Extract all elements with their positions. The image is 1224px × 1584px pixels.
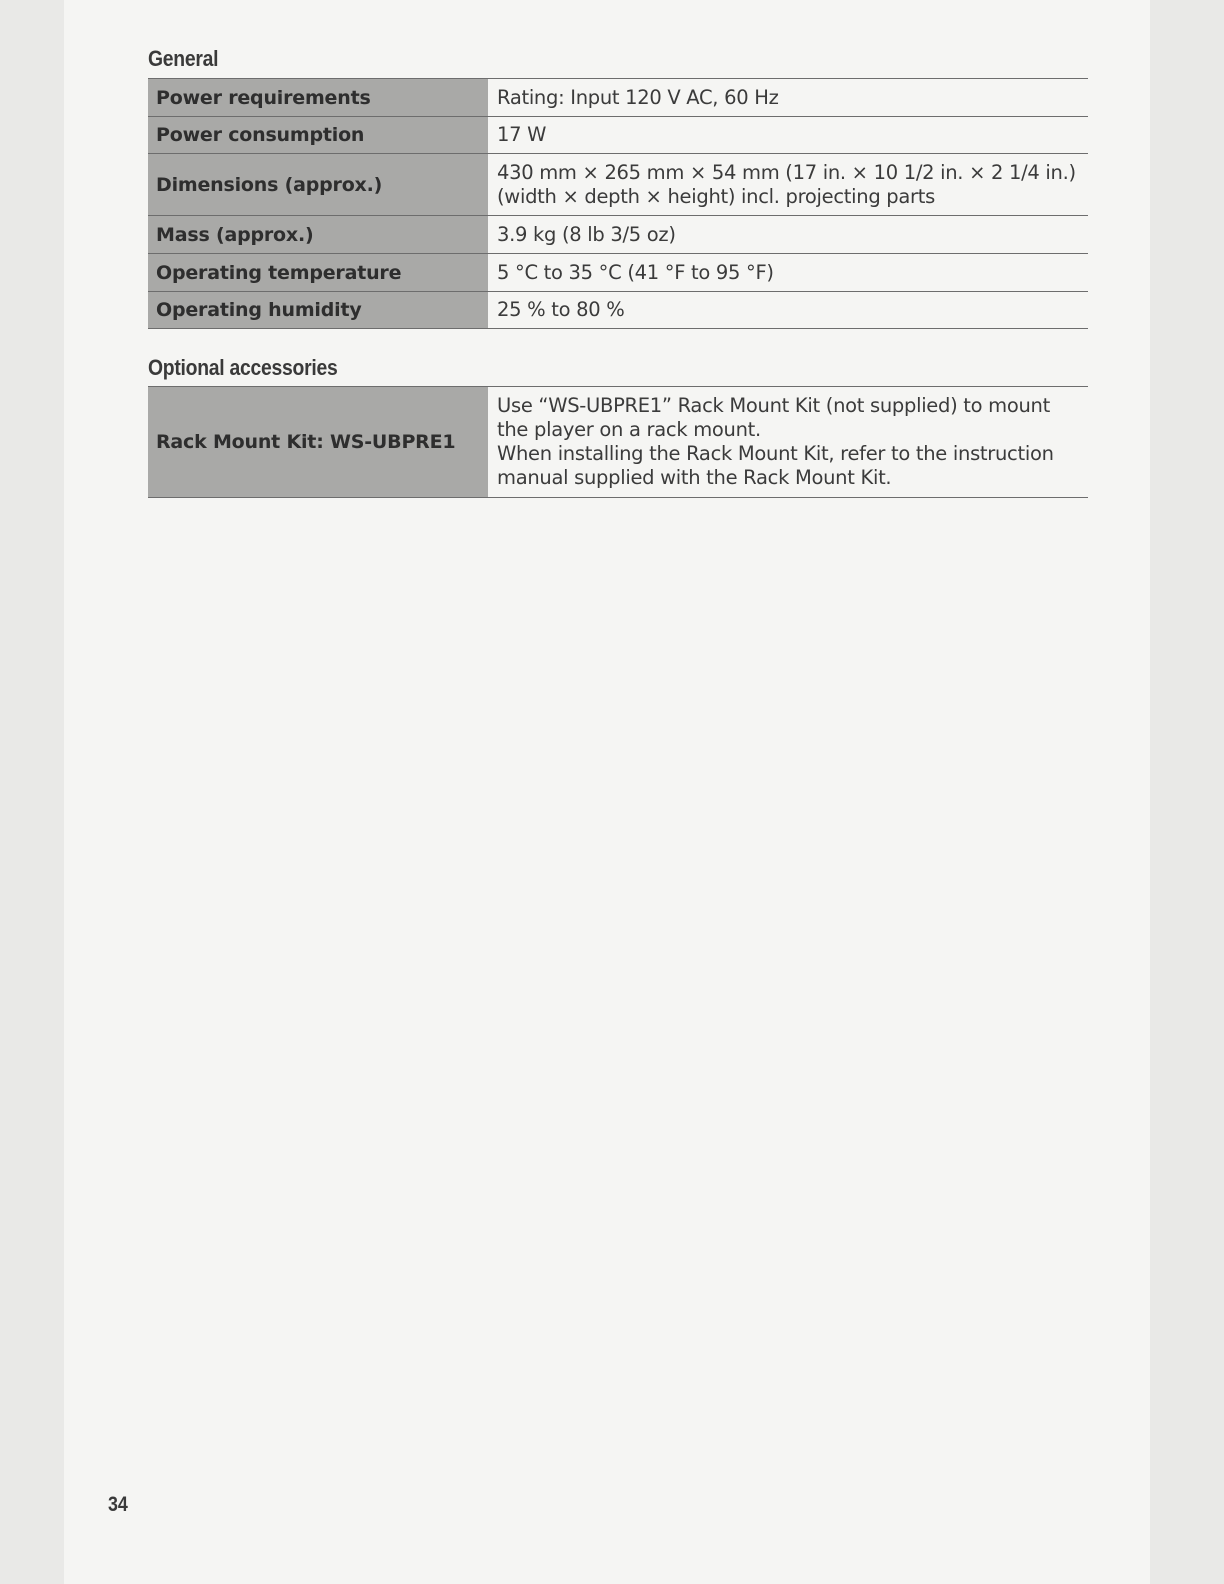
optional-accessories-table — [148, 386, 1088, 498]
spec-label: Mass (approx.) — [148, 216, 488, 254]
spec-label: Power requirements — [148, 79, 488, 117]
spec-row-operating-humidity — [148, 292, 1088, 329]
spec-label: Operating temperature — [148, 254, 488, 292]
page-content — [148, 40, 1088, 498]
spec-row-operating-temperature — [148, 254, 1088, 292]
spec-label: Rack Mount Kit: WS-UBPRE1 — [148, 387, 488, 498]
spec-value — [488, 292, 1088, 329]
spec-row-dimensions — [148, 154, 1088, 216]
spec-label: Dimensions (approx.) — [148, 154, 488, 216]
spec-value — [488, 254, 1088, 292]
spec-row-power-consumption — [148, 117, 1088, 154]
section-heading-optional-accessories: Optional accessories — [148, 355, 338, 380]
spec-value-line: Rating: Input 120 V AC, 60 Hz — [497, 85, 779, 109]
spec-value-line: 25 % to 80 % — [497, 298, 625, 321]
spec-value-line: manual supplied with the Rack Mount Kit. — [497, 466, 892, 489]
spec-value — [488, 79, 1088, 117]
spec-value — [488, 216, 1088, 254]
spec-value-line: 5 °C to 35 °C (41 °F to 95 °F) — [497, 260, 774, 284]
section-heading-general: General — [148, 46, 219, 71]
spec-value-line: Use “WS-UBPRE1” Rack Mount Kit (not supplied) to mount — [497, 394, 1050, 417]
spec-value-line: When installing the Rack Mount Kit, refer to the instruction — [497, 442, 1054, 465]
spec-value — [488, 117, 1088, 154]
spec-row-mass — [148, 216, 1088, 254]
spec-row-rack-mount-kit — [148, 387, 1088, 498]
spec-value-line: (width × depth × height) incl. projecting parts — [497, 184, 935, 208]
spec-row-power-requirements — [148, 79, 1088, 117]
page-number: 34 — [108, 1493, 128, 1516]
spec-label: Power consumption — [148, 117, 488, 154]
spec-value — [488, 154, 1088, 216]
spec-value-line: 3.9 kg (8 lb 3/5 oz) — [497, 222, 676, 246]
spec-label: Operating humidity — [148, 292, 488, 329]
spec-value-line: 17 W — [497, 123, 547, 146]
spec-value-line: the player on a rack mount. — [497, 418, 761, 441]
spec-value — [488, 387, 1088, 498]
spec-value-line: 430 mm × 265 mm × 54 mm (17 in. × 10 1/2 in. × 2 1/4 in.) — [497, 160, 1076, 184]
general-spec-table — [148, 78, 1088, 329]
